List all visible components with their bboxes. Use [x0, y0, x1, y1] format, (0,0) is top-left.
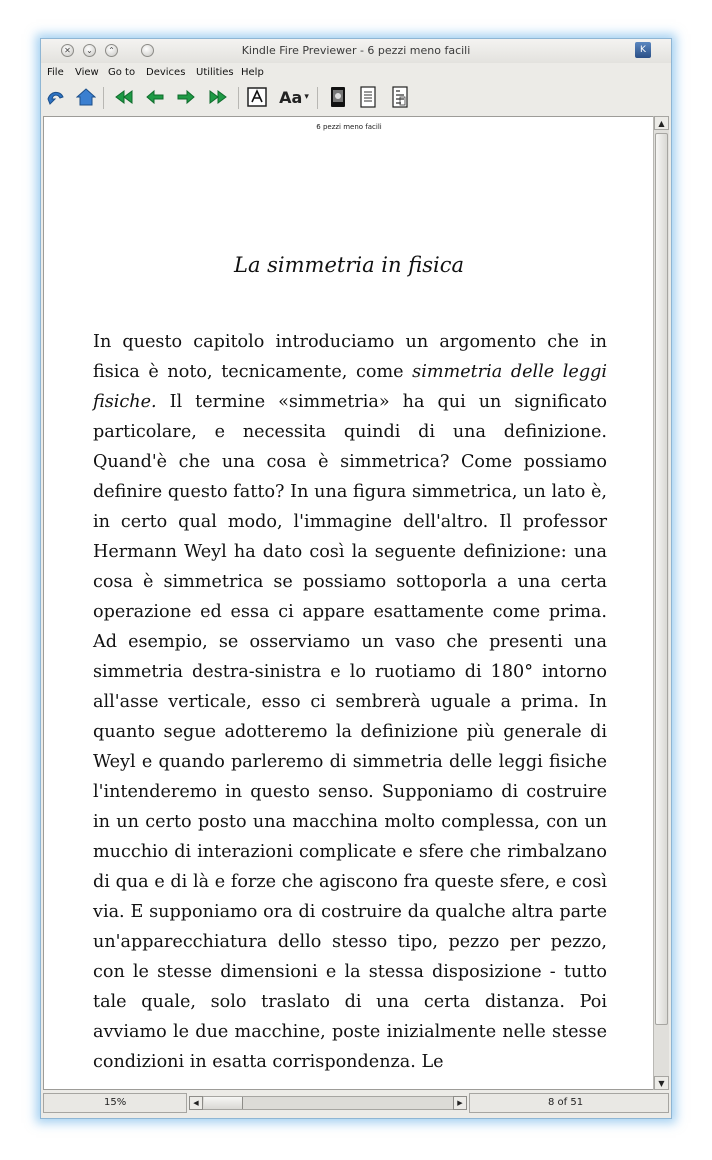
device-icon[interactable]	[327, 86, 349, 108]
home-icon[interactable]	[75, 86, 97, 108]
paragraph-text: Il termine «simmetria» ha qui un significato particolare, e necessita quindi di una definizione. Quand'è che una cosa è simmetrica? Come possiamo definire questo fatto? In una figura simmetrica, un lato è, in certo qual modo, l'immagine dell'altro. Il professor Hermann Weyl ha dato così la seguente definizione: una cosa è simmetrica se possiamo sottoporla a una certa operazione ed essa ci appare esattamente come prima. Ad esempio, se osserviamo un vaso che presenti una simmetria destra-sinistra e lo ruotiamo di 180° intorno all'asse verticale, esso ci sembrerà uguale a prima. In quanto segue adotteremo la definizione più generale di Weyl e quando parleremo di simmetria delle leggi fisiche l'intenderemo in questo senso. Supponiamo di costruire in un certo posto una macchina molto complessa, con un mucchio di interazioni complicate e sfere che rimbalzano di qua e di là e forze che agiscono fra queste sfere, e così via. E supponiamo ora di costruire da qualche altra parte un'apparecchiatura dello stesso tipo, pezzo per pezzo, con le stesse dimensioni e la stessa disposizione - tutto tale quale, solo traslato di una certa distanza. Poi avviamo le due macchine, poste inizialmente nelle stesse condizioni in esatta corrispondenza. Le	[93, 392, 607, 1072]
running-head: 6 pezzi meno facili	[316, 123, 382, 131]
chevron-down-icon: ▾	[304, 92, 309, 102]
back-icon[interactable]	[45, 86, 67, 108]
previous-page-icon[interactable]	[144, 86, 166, 108]
menu-help[interactable]: Help	[241, 67, 264, 78]
toolbar	[41, 82, 671, 114]
menu-file[interactable]: File	[47, 67, 64, 78]
menu-view[interactable]: View	[75, 67, 99, 78]
status-bar	[41, 1091, 671, 1117]
toolbar-separator	[103, 87, 104, 109]
minimize-icon[interactable]: ⌄	[83, 44, 96, 57]
title-bar	[41, 39, 671, 63]
first-page-icon[interactable]	[113, 86, 135, 108]
toolbar-separator	[317, 87, 318, 109]
document-icon[interactable]	[357, 86, 379, 108]
font-size-button[interactable]	[277, 86, 311, 108]
slider-left-icon[interactable]: ◀	[189, 1096, 203, 1110]
menu-bar	[41, 63, 671, 82]
progress-percent: 15%	[104, 1097, 127, 1108]
kindle-previewer-icon[interactable]: K	[635, 42, 651, 58]
page-count-pane	[469, 1093, 669, 1113]
text-view-icon[interactable]	[246, 86, 268, 108]
scroll-down-icon[interactable]: ▼	[654, 1076, 669, 1090]
close-icon[interactable]: ✕	[61, 44, 74, 57]
page-count: 8 of 51	[548, 1097, 584, 1108]
body-paragraph	[93, 327, 607, 1077]
toc-icon[interactable]	[389, 86, 411, 108]
scroll-thumb[interactable]	[655, 133, 668, 1025]
maximize-icon[interactable]: ⌃	[105, 44, 118, 57]
reader-page[interactable]	[43, 116, 655, 1090]
progress-pane	[43, 1093, 187, 1113]
toolbar-separator	[238, 87, 239, 109]
slider-right-icon[interactable]: ▶	[453, 1096, 467, 1110]
emphasized-text: simmetria delle leggi fisiche.	[93, 362, 607, 412]
slider-thumb[interactable]	[204, 1097, 243, 1109]
paragraph-text: In questo capitolo introduciamo un argomento che in fisica è noto, tecnicamente, come	[93, 332, 607, 382]
font-size-label: Aa	[279, 87, 303, 107]
menu-utilities[interactable]: Utilities	[196, 67, 234, 78]
last-page-icon[interactable]	[207, 86, 229, 108]
menu-devices[interactable]: Devices	[146, 67, 186, 78]
app-window	[40, 38, 672, 1119]
next-page-icon[interactable]	[175, 86, 197, 108]
window-title: Kindle Fire Previewer - 6 pezzi meno facili	[241, 44, 471, 57]
chapter-title: La simmetria in fisica	[234, 253, 464, 277]
scroll-up-icon[interactable]: ▲	[654, 116, 669, 130]
vertical-scrollbar[interactable]	[653, 116, 669, 1090]
menu-goto[interactable]: Go to	[108, 67, 136, 78]
page-slider[interactable]	[189, 1096, 467, 1110]
